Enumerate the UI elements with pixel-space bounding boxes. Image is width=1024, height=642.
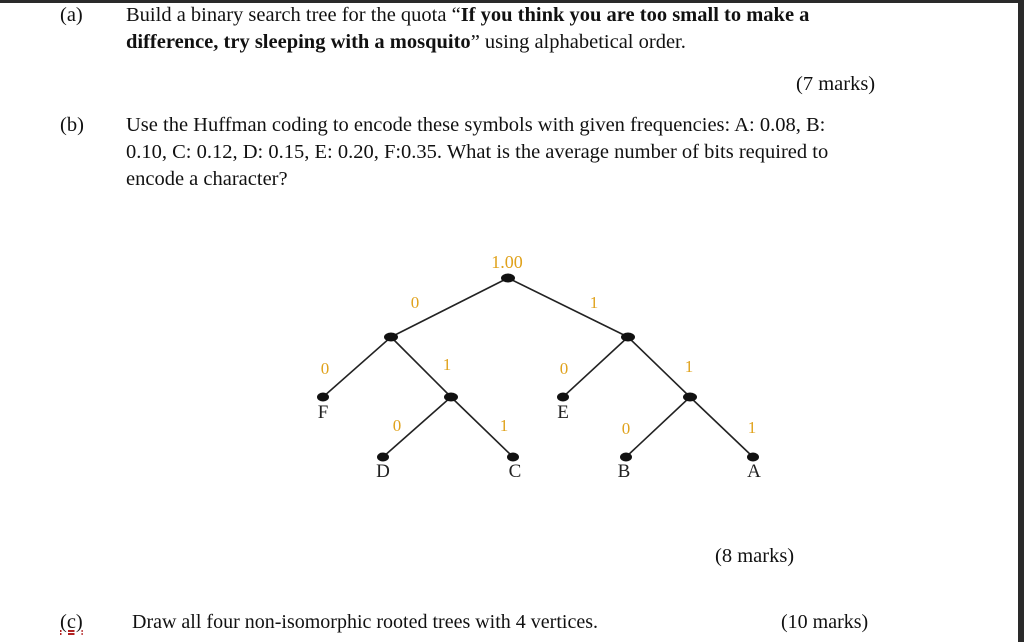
question-b-line-3: encode a character? [126, 168, 288, 190]
edge-left-to-f [320, 337, 391, 397]
leaf-label-c: C [508, 461, 522, 482]
leaf-node-e [557, 393, 569, 402]
leaf-label-d: D [376, 461, 390, 482]
question-b-line-1: Use the Huffman coding to encode these symbols with given frequencies: A: 0.08, B: [126, 114, 826, 136]
question-a-text-end: ” using alphabetical order. [470, 31, 686, 53]
question-c-marks: (10 marks) [781, 611, 869, 633]
internal-node-dc [444, 393, 458, 402]
edge-to-b [626, 397, 690, 457]
edge-root-left [391, 278, 508, 337]
edge-right-to-internal [628, 337, 690, 397]
edge-label-left-left: 0 [320, 359, 330, 378]
internal-node-right [621, 333, 635, 342]
root-weight: 1.00 [491, 252, 523, 272]
question-b-line-2: 0.10, C: 0.12, D: 0.15, E: 0.20, F:0.35. What is the average number of bits required to [126, 141, 829, 163]
edge-label-root-left: 0 [410, 293, 420, 312]
question-c-label-text: (c) [60, 611, 83, 633]
question-c-label [60, 609, 83, 636]
leaf-label-b: B [617, 461, 631, 482]
edge-label-to-b: 0 [621, 419, 631, 438]
question-a-quote-part-2: difference, try sleeping with a mosquito [126, 31, 471, 53]
edge-label-right-right: 1 [684, 357, 694, 376]
question-c-text: Draw all four non-isomorphic rooted trees with 4 vertices. [132, 611, 598, 633]
internal-node-ba [683, 393, 697, 402]
leaf-label-a: A [747, 461, 761, 482]
edge-right-to-e [563, 337, 628, 397]
question-b-label: (b) [60, 114, 84, 136]
edge-label-left-right: 1 [442, 355, 452, 374]
internal-node-left [384, 333, 398, 342]
question-b-marks: (8 marks) [715, 545, 795, 567]
leaf-label-f: F [317, 402, 329, 423]
edge-to-a [690, 397, 753, 457]
question-a-marks: (7 marks) [796, 73, 876, 95]
edge-root-right [508, 278, 628, 337]
root-node [501, 274, 515, 283]
edge-label-to-d: 0 [392, 416, 402, 435]
leaf-node-f [317, 393, 329, 402]
question-a-text-plain: Build a binary search tree for the quota “ [126, 4, 461, 26]
edge-label-right-left: 0 [559, 359, 569, 378]
question-a-label: (a) [60, 4, 83, 26]
edge-label-root-right: 1 [589, 293, 599, 312]
edge-label-to-a: 1 [747, 418, 757, 437]
question-a-quote-part-1: If you think you are too small to make a [460, 4, 810, 26]
edge-label-to-c: 1 [499, 416, 509, 435]
leaf-label-e: E [557, 402, 569, 423]
